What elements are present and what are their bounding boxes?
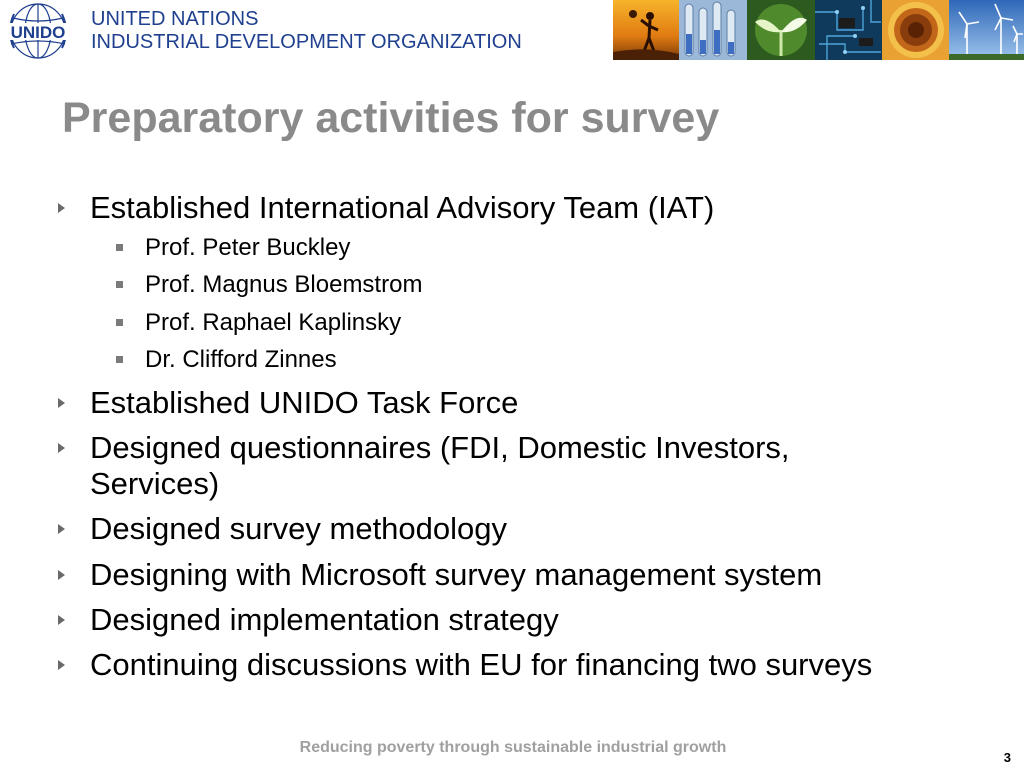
bullet-item xyxy=(90,647,970,683)
sub-bullet-text: Dr. Clifford Zinnes xyxy=(145,346,337,373)
bullet-item xyxy=(90,190,970,226)
bullet-item xyxy=(90,385,970,421)
bullet-item xyxy=(90,557,970,593)
sub-bullet-item xyxy=(145,271,422,299)
org-name-line-1: UNITED NATIONS xyxy=(91,8,259,30)
sub-bullet-text: Prof. Magnus Bloemstrom xyxy=(145,271,423,298)
bullet-text: Designed questionnaires (FDI, Domestic Investors, Services) xyxy=(90,430,790,501)
bullet-text: Designed survey methodology xyxy=(90,511,508,546)
logo-wordmark: UNIDO xyxy=(10,23,66,42)
footer-tagline xyxy=(0,739,1024,757)
slide-title: Preparatory activities for survey xyxy=(62,94,720,142)
page-number: 3 xyxy=(1003,750,1011,765)
sub-bullet-text: Prof. Peter Buckley xyxy=(145,234,351,261)
triangle-bullet-icon xyxy=(58,570,65,580)
bullet-item xyxy=(90,430,890,502)
square-bullet-icon xyxy=(116,244,123,251)
bullet-item xyxy=(90,511,970,547)
square-bullet-icon xyxy=(116,319,123,326)
footer-tagline-text: Reducing poverty through sustainable industrial growth xyxy=(299,739,727,756)
square-bullet-icon xyxy=(116,356,123,363)
sub-bullet-text: Prof. Raphael Kaplinsky xyxy=(145,309,402,336)
triangle-bullet-icon xyxy=(58,398,65,408)
triangle-bullet-icon xyxy=(58,660,65,670)
bullet-item xyxy=(90,602,970,638)
square-bullet-icon xyxy=(116,281,123,288)
bullet-text: Designed implementation strategy xyxy=(90,602,559,637)
sub-bullet-item xyxy=(145,234,350,262)
triangle-bullet-icon xyxy=(58,615,65,625)
triangle-bullet-icon xyxy=(58,443,65,453)
triangle-bullet-icon xyxy=(58,524,65,534)
bullet-text: Established International Advisory Team (IAT) xyxy=(90,190,715,225)
org-name-line-2: INDUSTRIAL DEVELOPMENT ORGANIZATION xyxy=(91,31,522,53)
triangle-bullet-icon xyxy=(58,203,65,213)
sub-bullet-item xyxy=(145,346,337,374)
bullet-text: Established UNIDO Task Force xyxy=(90,385,519,420)
bullet-text: Designing with Microsoft survey management system xyxy=(90,557,823,592)
bullet-text: Continuing discussions with EU for financing two surveys xyxy=(90,647,873,682)
sub-bullet-item xyxy=(145,309,401,337)
